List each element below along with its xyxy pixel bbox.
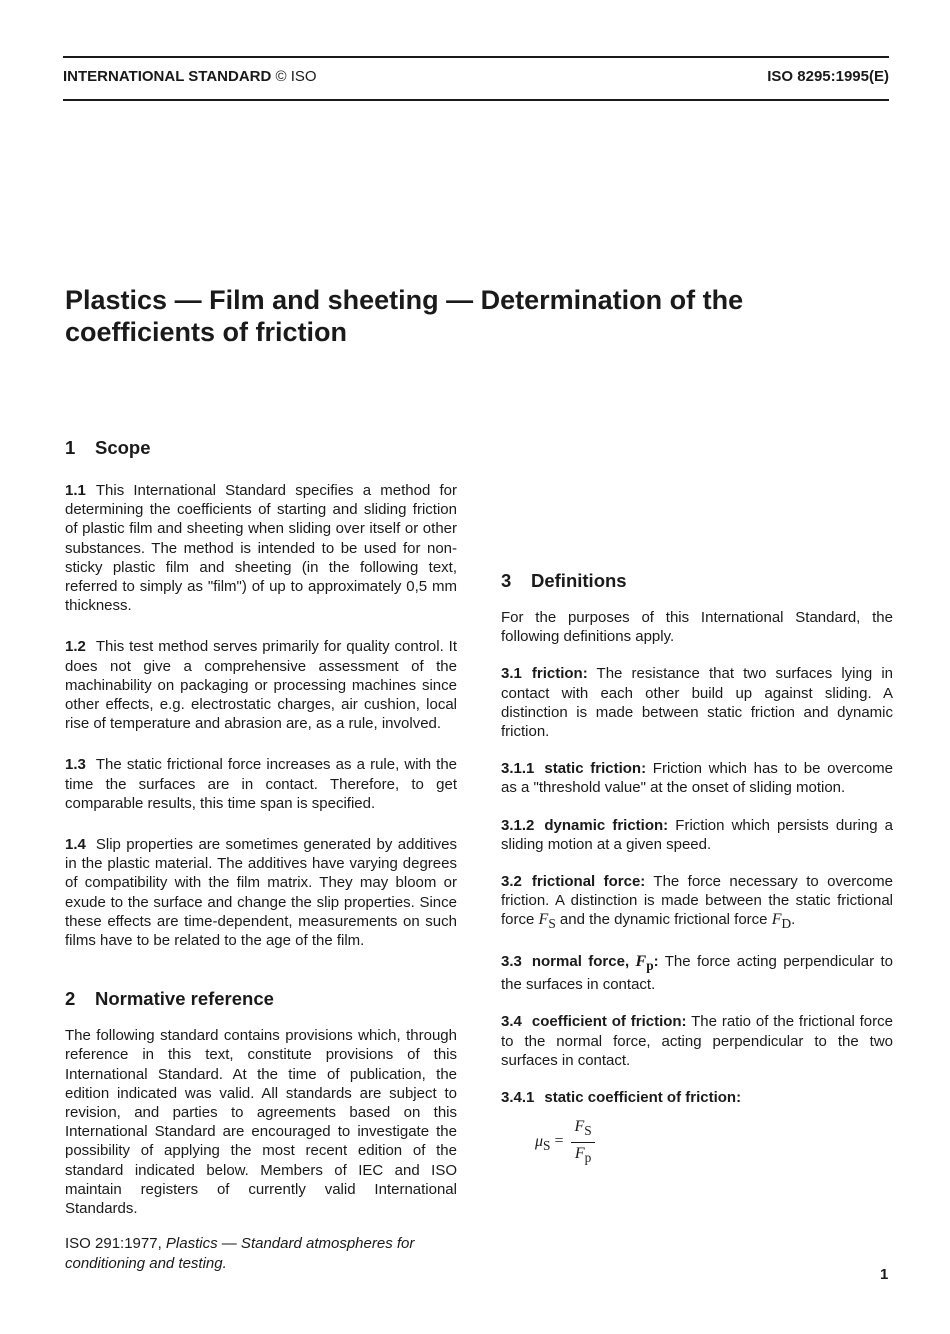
mu-symbol: $\mu_S$ [535,1132,551,1153]
normative-reference-text: The following standard contains provisions which, through reference in this text, constitute provisions of this International Standard. At the time of publication, the edition indicated was valid. All standards are subject to revision, and parties to agreements based on this International Standard are encouraged to investigate the possibility of applying the most recent edition of the standard indicated below. Members of IEC and ISO maintain registers of currently valid International Standards. [65,1027,457,1218]
definition-3-4 [501,1012,893,1070]
clause-1-1 [65,481,457,615]
equals-sign: = [554,1132,564,1150]
section-number: 3 [501,570,512,591]
term: static coefficient of friction: [544,1089,742,1107]
title-line-2: coefficients of friction [65,317,348,347]
section-title: Scope [95,437,151,458]
clause-text: The static frictional force increases as a rule, with the time the surfaces are in contact. Therefore, to get comparable results, this time span is specified. [65,756,457,812]
definition-3-1 [501,664,893,741]
static-coefficient-formula [535,1117,893,1167]
numerator: $F_S$ [571,1117,594,1142]
colon: : [653,952,659,970]
fraction [571,1117,594,1167]
definition-text: Friction which persists during a sliding motion at a given speed. [501,816,893,853]
symbol-dynamic-force: $F_D$ [771,911,792,932]
clause-number: 3.2 [501,873,522,891]
section-number: 2 [65,988,76,1010]
definition-3-2 [501,872,893,934]
definition-text: The force acting perpendicular to the surfaces in contact. [501,952,893,994]
clause-number: 1.4 [65,836,86,854]
clause-number: 1.2 [65,638,86,656]
clause-text: This International Standard specifies a method for determining the coefficients of starting and sliding friction of plastic film and sheeting when sliding over itself or other substances. The method is intended to be used for non-sticky plastic film and sheeting (in the following text, referred to simply as "film") of up to approximately 0,5 mm thickness. [65,482,457,615]
definition-text-a: The force necessary to overcome friction. A distinction is made between the static frictional force [501,873,893,929]
term: dynamic friction: [544,816,669,834]
clause-number: 3.3 [501,952,522,970]
term: friction: [531,665,588,683]
section-1-heading [65,437,457,459]
section-title: Normative reference [95,988,274,1010]
running-header [63,68,889,90]
clause-number: 1.1 [65,482,86,499]
clause-number: 3.4 [501,1013,522,1031]
header-top-rule [63,56,889,58]
section-3-heading [501,570,893,592]
term: static friction: [544,760,647,778]
clause-1-2 [65,637,457,733]
definition-text-b: and the dynamic frictional force [559,911,768,929]
definitions-intro: For the purposes of this International Standard, the following definitions apply. [501,609,893,646]
definition-text: The resistance that two surfaces lying in contact with each other build up against sliding. A distinction is made between static friction and dynamic friction. [501,665,893,741]
title-line-1: Plastics — Film and sheeting — Determination of the [65,285,744,315]
normative-reference-citation [65,1234,457,1272]
header-copyright: © ISO [275,68,317,85]
clause-text: Slip properties are sometimes generated by additives in the plastic material. The additives have varying degrees of compatibility with the film matrix. They may bloom or exude to the surface and change the slip properties. Since these effects are time-dependent, measurements on such films have to be related to the age of the film. [65,836,457,950]
reference-id: ISO 291:1977, [65,1235,162,1253]
section-2-heading [65,988,457,1010]
page-number: 1 [880,1266,889,1283]
symbol-static-force: $F_S$ [538,911,556,932]
header-document-id: ISO 8295:1995(E) [767,68,889,85]
right-column [501,570,893,1167]
clause-1-4 [65,835,457,950]
section-number: 1 [65,437,76,458]
definition-text: The ratio of the frictional force to the normal force, acting perpendicular to the two surfaces in contact. [501,1013,893,1069]
clause-text: This test method serves primarily for quality control. It does not give a comprehensive assessment of the machinability on packaging or processing machines since other effects, e.g. electrostatic charges, air cushion, local rise of temperature and abrasion are, as a rule, involved. [65,638,457,733]
clause-number: 3.1.2 [501,816,535,834]
document-title [65,284,885,348]
clause-1-3 [65,755,457,813]
clause-number: 1.3 [65,756,86,774]
term: normal force, [531,952,630,970]
symbol-normal-force: $F_p$ [635,952,654,974]
denominator: $F_p$ [574,1144,592,1165]
definition-3-1-1 [501,759,893,797]
clause-number: 3.1 [501,665,522,683]
header-bottom-rule [63,99,889,101]
right-column-top [501,437,893,557]
definition-text: Friction which has to be overcome as a "threshold value" at the onset of sliding motion. [501,760,893,797]
header-standard-label: INTERNATIONAL STANDARD [63,68,272,85]
term: frictional force: [531,873,646,891]
reference-title: Plastics — Standard atmospheres for conditioning and testing. [65,1235,415,1272]
clause-number: 3.4.1 [501,1089,535,1107]
section-title: Definitions [531,570,627,591]
left-column [65,437,457,1273]
clause-number: 3.1.1 [501,760,535,778]
header-left [63,68,317,85]
term: coefficient of friction: [531,1013,687,1031]
definition-3-1-2 [501,816,893,854]
definition-3-4-1 [501,1088,893,1107]
definition-3-3 [501,952,893,995]
period: . [791,911,796,929]
